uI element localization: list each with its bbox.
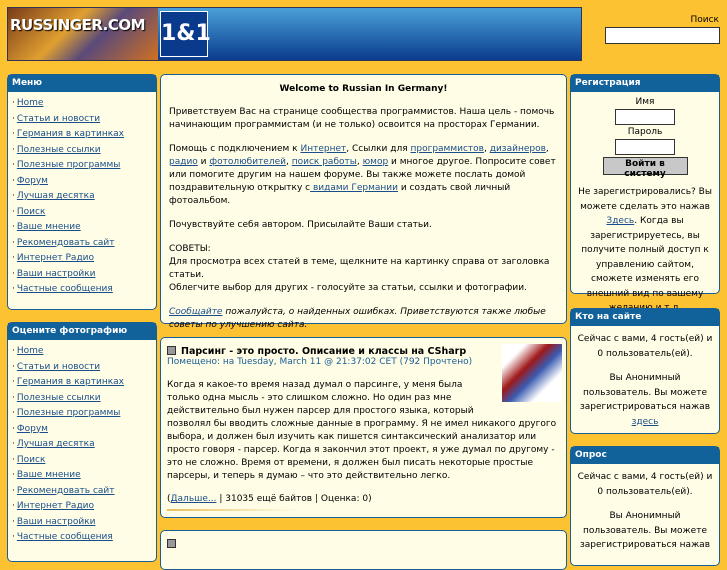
menu-list [8, 92, 156, 302]
poll-anon: Вы Анонимный пользователь. Вы можете зарегистрироваться нажав [579, 511, 711, 550]
welcome-intro: Приветствуем Вас на странице сообщества программистов. Наша цель - помочь начинающим программистам (и не только) освоится на просторах Германии. [169, 107, 555, 130]
menu-link[interactable]: Частные сообщения [16, 284, 113, 294]
welcome-title: Welcome to Russian In Germany! [279, 84, 448, 94]
name-input[interactable] [615, 109, 675, 125]
online-title: Кто на сайте [571, 309, 719, 326]
search-label: Поиск [690, 15, 719, 25]
menu-link[interactable]: Статьи и новости [16, 113, 101, 124]
article-body: Когда я какое-то время назад думал о парсинге, у меня была только одна мысль - это слишком сложно. Но один раз мне действительно был нужен парсер для простого языка, который позволял бы вводить сложные данные в программу. Я не имел никакого другого выбора, и должен был изучить как пишется синтаксический анализатор или просто говоря - парсер. Когда я закончил этот проект, я уже думал по другому - это не сложно. Время от времени, я должен был писать некоторые простые парсеры, и теперь я думаю – что это действительно легко. [167, 380, 557, 481]
welcome-help: Помощь с подключением к Интернет, Ссылки для программистов, дизайнеров, радио и фотолюбителей, поиск работы, юмор и многое другое. Попросите совет или помогите другим на нашем форуме. Вы также можете послать домой поздравительную открытку с видами Германии и создать свой личный фотоальбом. [169, 144, 556, 206]
article-title: Парсинг - это просто. Описание и классы на CSharp [167, 346, 560, 357]
online-box [570, 308, 720, 434]
menu-item [12, 484, 152, 500]
menu-link[interactable]: Рекомендовать сайт [16, 237, 115, 248]
menu-link[interactable]: Форум [16, 423, 48, 434]
menu-link[interactable]: Лучшая десятка [16, 439, 95, 449]
menu-link[interactable]: Ваше мнение [16, 470, 81, 480]
menu-item [12, 205, 152, 221]
password-input[interactable] [615, 139, 675, 155]
menu-title: Меню [8, 75, 156, 92]
menu-item [12, 468, 152, 484]
menu-link[interactable]: Полезные ссылки [16, 144, 101, 155]
link-designers[interactable]: дизайнеров [489, 144, 546, 154]
menu-link[interactable]: Ваши настройки [16, 516, 96, 527]
article-icon [167, 346, 176, 355]
divider [167, 509, 297, 511]
welcome-report: Сообщайте пожалуйста, о найденных ошибках. Приветствуются также любые советы по улучшению сайта. [169, 307, 546, 330]
online-anon: Вы Анонимный пользователь. Вы можете зарегистрироваться нажав здесь [579, 373, 711, 427]
menu-item [12, 220, 152, 236]
article-icon [167, 539, 176, 548]
article-box [160, 337, 567, 518]
menu-item [12, 375, 152, 391]
menu-link[interactable]: Полезные программы [16, 408, 121, 418]
header-banner [7, 7, 582, 61]
article-footer: (Дальше... | 31035 ещё байтов | Оценка: 0) [167, 494, 372, 504]
menu-item [12, 530, 152, 546]
register-link[interactable]: Здесь [606, 216, 635, 226]
poll-count: Сейчас с вами, 4 гость(ей) и 0 пользователь(ей). [577, 472, 713, 497]
article-posted: Помещено: на Tuesday, March 11 @ 21:37:02 CET (792 Прочтено) [167, 357, 473, 367]
read-more-link[interactable]: Дальше... [170, 494, 217, 504]
menu-link[interactable]: Поиск [16, 454, 46, 465]
menu-item [12, 515, 152, 531]
login-button[interactable]: Войти в систему [603, 157, 688, 175]
rate-photo-list [8, 340, 156, 550]
menu-item [12, 282, 152, 298]
menu-link[interactable]: Поиск [16, 206, 46, 217]
menu-item [12, 437, 152, 453]
name-label: Имя [635, 97, 655, 107]
link-internet[interactable]: Интернет [300, 144, 347, 154]
menu-item [12, 453, 152, 469]
link-germany-views[interactable]: видами Германии [310, 183, 398, 193]
link-humor[interactable]: юмор [362, 157, 389, 167]
menu-link[interactable]: Интернет Радио [16, 253, 95, 263]
menu-link[interactable]: Германия в картинках [16, 377, 125, 387]
menu-link[interactable]: Германия в картинках [16, 129, 125, 139]
sponsor-logo[interactable]: 1&1 [160, 11, 208, 57]
site-logo[interactable]: RUSSINGER.COM [8, 8, 158, 60]
menu-item [12, 267, 152, 283]
menu-item [12, 344, 152, 360]
rate-photo-title: Оцените фотографию [8, 323, 156, 340]
login-box [570, 74, 720, 299]
menu-item [12, 499, 152, 515]
online-register-link[interactable]: здесь [631, 416, 659, 427]
menu-item [12, 391, 152, 407]
search-input[interactable] [605, 27, 720, 44]
menu-link[interactable]: Лучшая десятка [16, 191, 95, 201]
menu-link[interactable]: Home [16, 346, 44, 356]
welcome-box [160, 74, 567, 330]
poll-title: Опрос [571, 447, 719, 464]
menu-link[interactable]: Ваше мнение [16, 222, 81, 232]
menu-item [12, 112, 152, 128]
menu-item [12, 143, 152, 159]
menu-link[interactable]: Полезные программы [16, 160, 121, 170]
menu-box [7, 74, 157, 310]
menu-link[interactable]: Ваши настройки [16, 268, 96, 279]
rate-photo-box [7, 322, 157, 562]
report-link[interactable]: Сообщайте [169, 307, 223, 317]
menu-item [12, 251, 152, 267]
menu-item [12, 360, 152, 376]
menu-item [12, 127, 152, 143]
menu-item [12, 236, 152, 252]
article-box-2 [160, 530, 567, 570]
menu-item [12, 96, 152, 112]
password-label: Пароль [627, 127, 663, 137]
menu-link[interactable]: Статьи и новости [16, 361, 101, 372]
welcome-tips: СОВЕТЫ: Для просмотра всех статей в теме, щелкните на картинку справа от заголовка статьи. Облегчите выбор для других - голосуйте за статьи, ссылки и фотографии. [169, 244, 550, 293]
menu-link[interactable]: Home [16, 98, 44, 108]
link-photo[interactable]: фотолюбителей [209, 157, 286, 167]
link-radio[interactable]: радио [169, 157, 198, 167]
online-count: Сейчас с вами, 4 гость(ей) и 0 пользователь(ей). [577, 334, 713, 359]
register-text: Не зарегистрировались? Вы можете сделать это нажав Здесь. Когда вы зарегистрируетесь, вы получите полный доступ к управлению сайтом, сможете изменять его внешний вид по вашему [578, 187, 712, 299]
topic-image[interactable] [502, 344, 562, 402]
menu-item [12, 189, 152, 205]
welcome-authors: Почувствуйте себя автором. Присылайте Ваши статьи. [169, 220, 432, 230]
menu-item [12, 158, 152, 174]
poll-box [570, 446, 720, 566]
menu-item [12, 406, 152, 422]
menu-item [12, 174, 152, 190]
menu-link[interactable]: Полезные ссылки [16, 392, 101, 403]
menu-item [12, 422, 152, 438]
login-title: Регистрация [571, 75, 719, 92]
link-jobs[interactable]: поиск работы [291, 157, 357, 167]
menu-link[interactable]: Частные сообщения [16, 532, 113, 542]
menu-link[interactable]: Форум [16, 175, 48, 186]
link-programmers[interactable]: программистов [410, 144, 484, 154]
menu-link[interactable]: Интернет Радио [16, 501, 95, 511]
menu-link[interactable]: Рекомендовать сайт [16, 485, 115, 496]
